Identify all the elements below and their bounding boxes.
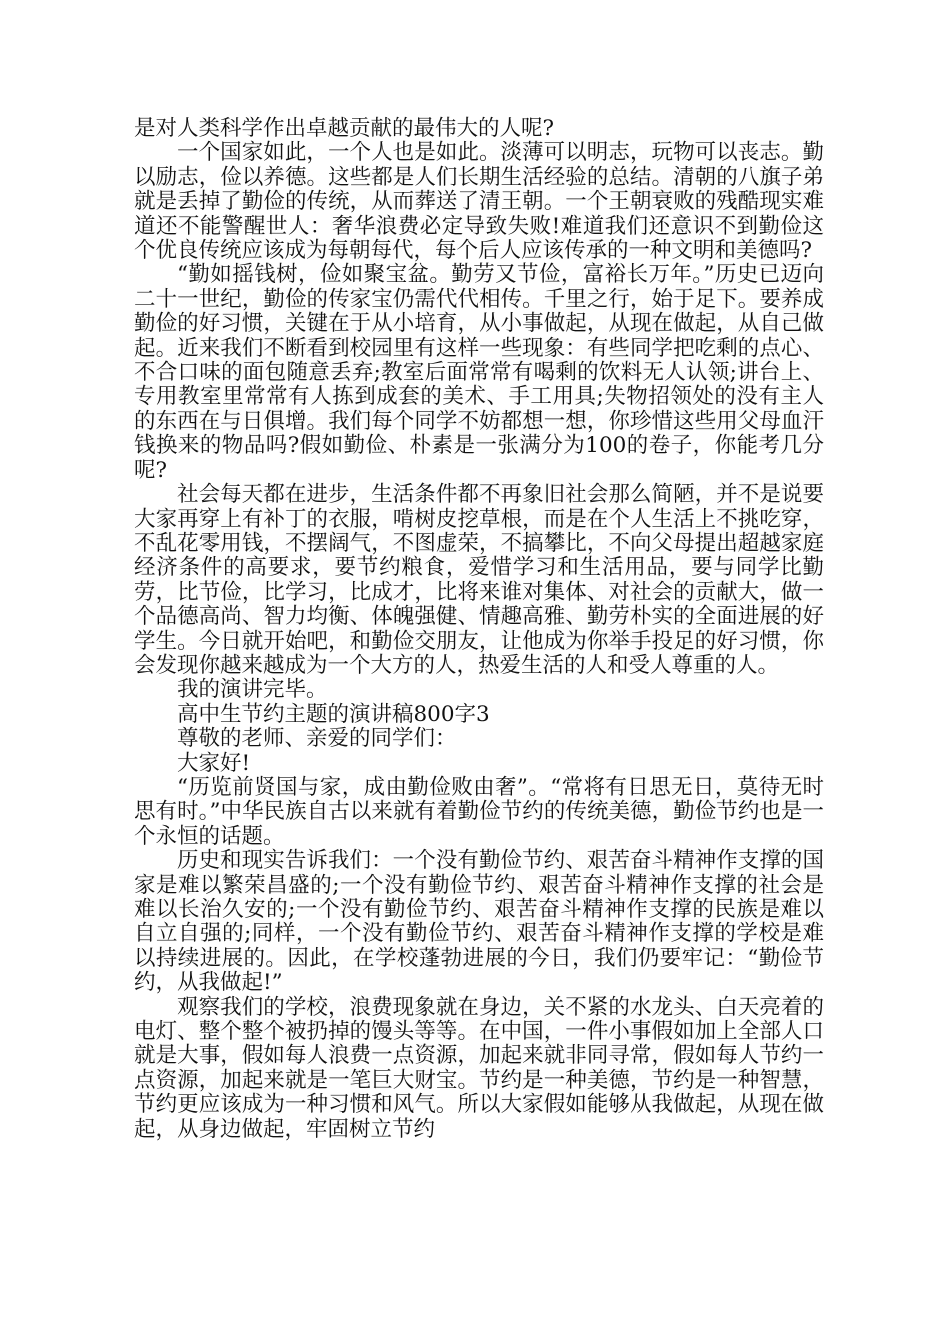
paragraph-5: “历览前贤国与家，成由勤俭败由奢”。“常将有日思无日，莫待无时思有时。”中华民族自古以来就有着勤俭节约的传统美德，勤俭节约也是一个永恒的话题。	[134, 774, 824, 849]
paragraph-4: 社会每天都在进步，生活条件都不再象旧社会那么简陋，并不是说要大家再穿上有补丁的衣服，啃树皮挖草根，而是在个人生活上不挑吃穿，不乱花零用钱，不摆阔气，不图虚荣，不搞攀比，不向父母提出超越家庭经济条件的高要求，要节约粮食，爱惜学习和生活用品，要与同学比勤劳，比节俭，比学习，比成才，比将来谁对集体、对社会的贡献大，做一个品德高尚、智力均衡、体魄强健、情趣高雅、勤劳朴实的全面进展的好学生。今日就开始吧，和勤俭交朋友，让他成为你举手投足的好习惯，你会发现你越来越成为一个大方的人，热爱生活的人和受人尊重的人。	[134, 482, 824, 678]
document-body	[134, 117, 824, 1142]
salutation: 尊敬的老师、亲爱的同学们：	[177, 726, 457, 752]
paragraph-closing: 我的演讲完毕。	[177, 677, 328, 703]
paragraph-6: 历史和现实告诉我们：一个没有勤俭节约、艰苦奋斗精神作支撑的国家是难以繁荣昌盛的;一个没有勤俭节约、艰苦奋斗精神作支撑的社会是难以长治久安的;一个没有勤俭节约、艰苦奋斗精神作支撑的民族是难以自立自强的;同样，一个没有勤俭节约、艰苦奋斗精神作支撑的学校是难以持续进展的。因此，在学校蓬勃进展的今日，我们仍要牢记：“勤俭节约，从我做起!”	[134, 848, 824, 996]
paragraph-2: 一个国家如此，一个人也是如此。淡薄可以明志，玩物可以丧志。勤以励志，俭以养德。这些都是人们长期生活经验的总结。清朝的八旗子弟就是丢掉了勤俭的传统，从而葬送了清王朝。一个王朝衰败的残酷现实难道还不能警醒世人：奢华浪费必定导致失败!难道我们还意识不到勤俭这个优良传统应该成为每朝每代，每个后人应该传承的一种文明和美德吗?	[134, 140, 824, 264]
paragraph-1: 是对人类科学作出卓越贡献的最伟大的人呢?	[134, 116, 555, 141]
greeting: 大家好!	[177, 750, 251, 776]
paragraph-7: 观察我们的学校，浪费现象就在身边，关不紧的水龙头、白天亮着的电灯、整个整个被扔掉的馒头等等。在中国，一件小事假如加上全部人口就是大事，假如每人浪费一点资源，加起来就非同寻常，假如每人节约一点资源，加起来就是一笔巨大财宝。节约是一种美德，节约是一种智慧，节约更应该成为一种习惯和风气。所以大家假如能够从我做起，从现在做起，从身边做起，牢固树立节约	[134, 994, 824, 1142]
section-heading: 高中生节约主题的演讲稿800字3	[177, 701, 490, 727]
paragraph-3: “勤如摇钱树，俭如聚宝盆。勤劳又节俭，富裕长万年。”历史已迈向二十一世纪，勤俭的传家宝仍需代代相传。千里之行，始于足下。要养成勤俭的好习惯，关键在于从小培育，从小事做起，从现在做起，从自己做起。近来我们不断看到校园里有这样一些现象：有些同学把吃剩的点心、不合口味的面包随意丢弃;教室后面常常有喝剩的饮料无人认领;讲台上、专用教室里常常有人拣到成套的美术、手工用具;失物招领处的没有主人的东西在与日俱增。我们每个同学不妨都想一想，你珍惜这些用父母血汗钱换来的物品吗?假如勤俭、朴素是一张满分为100的卷子，你能考几分呢?	[134, 262, 824, 483]
